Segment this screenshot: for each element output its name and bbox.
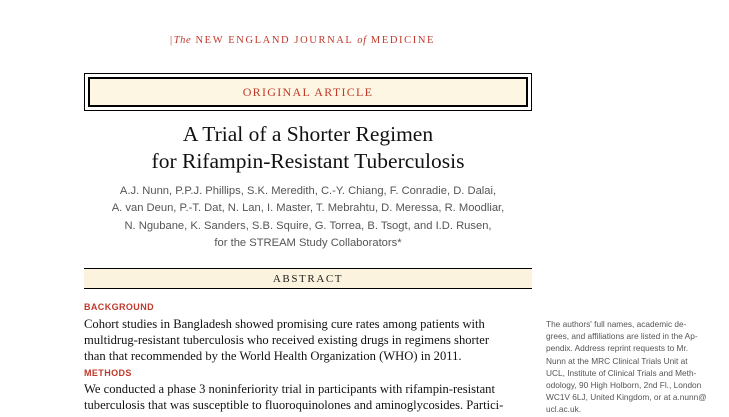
title-line-1: A Trial of a Shorter Regimen	[182, 122, 434, 146]
methods-paragraph	[84, 381, 532, 413]
abstract-heading: ABSTRACT	[84, 269, 532, 288]
author-line: A. van Deun, P.-T. Dat, N. Lan, I. Master, T. Mebrahtu, D. Meressa, R. Moodliar,	[111, 202, 505, 215]
title-line-2: for Rifampin-Resistant Tuberculosis	[151, 149, 465, 173]
note-line: ucl.ac.uk.	[546, 404, 582, 415]
journal-name-part2: MEDICINE	[370, 35, 436, 46]
paragraph-line: multidrug-resistant tuberculosis who received existing drugs in regimens shorter	[84, 333, 490, 348]
author-line: for the STREAM Study Collaborators*	[214, 237, 402, 250]
paragraph-line: We conducted a phase 3 noninferiority trial in participants with rifampin-resistant	[84, 382, 495, 396]
paragraph-line: than that recommended by the World Health Organization (WHO) in 2011.	[84, 349, 462, 364]
note-line: pendix. Address reprint requests to Mr.	[546, 343, 689, 354]
journal-the: The	[173, 35, 192, 46]
note-line: UCL, Institute of Clinical Trials and Meth-	[546, 367, 697, 378]
paragraph-line: tuberculosis that was susceptible to fluoroquinolones and aminoglycosides. Partici-	[84, 398, 504, 413]
journal-name-part1: NEW ENGLAND JOURNAL	[195, 35, 354, 46]
journal-of: of	[357, 35, 367, 46]
journal-header	[170, 35, 470, 46]
note-line: odology, 90 High Holborn, 2nd Fl., London	[546, 380, 702, 391]
author-line: A.J. Nunn, P.P.J. Phillips, S.K. Meredith, C.-Y. Chiang, F. Conradie, D. Dalai,	[119, 185, 497, 197]
article-title	[84, 121, 532, 175]
background-heading: BACKGROUND	[84, 302, 154, 312]
header-divider: |	[170, 35, 174, 46]
methods-heading: METHODS	[84, 368, 132, 378]
author-line: N. Ngubane, K. Sanders, S.B. Squire, G. Torrea, B. Tsogt, and I.D. Rusen,	[124, 219, 492, 232]
author-affiliation-note	[546, 318, 726, 416]
note-line: grees, and affiliations are listed in the Ap-	[546, 331, 698, 342]
abstract-bottom-rule	[84, 288, 532, 289]
note-line: WC1V 6LJ, United Kingdom, or at a.nunn@	[546, 392, 707, 403]
article-type-label: ORIGINAL ARTICLE	[88, 77, 528, 107]
background-paragraph	[84, 316, 532, 365]
note-line: Nunn at the MRC Clinical Trials Unit at	[546, 355, 688, 366]
author-list	[60, 183, 556, 253]
article-type-box	[84, 73, 532, 111]
note-line: The authors' full names, academic de-	[546, 319, 687, 329]
paragraph-line: Cohort studies in Bangladesh showed promising cure rates among patients with	[84, 317, 485, 331]
